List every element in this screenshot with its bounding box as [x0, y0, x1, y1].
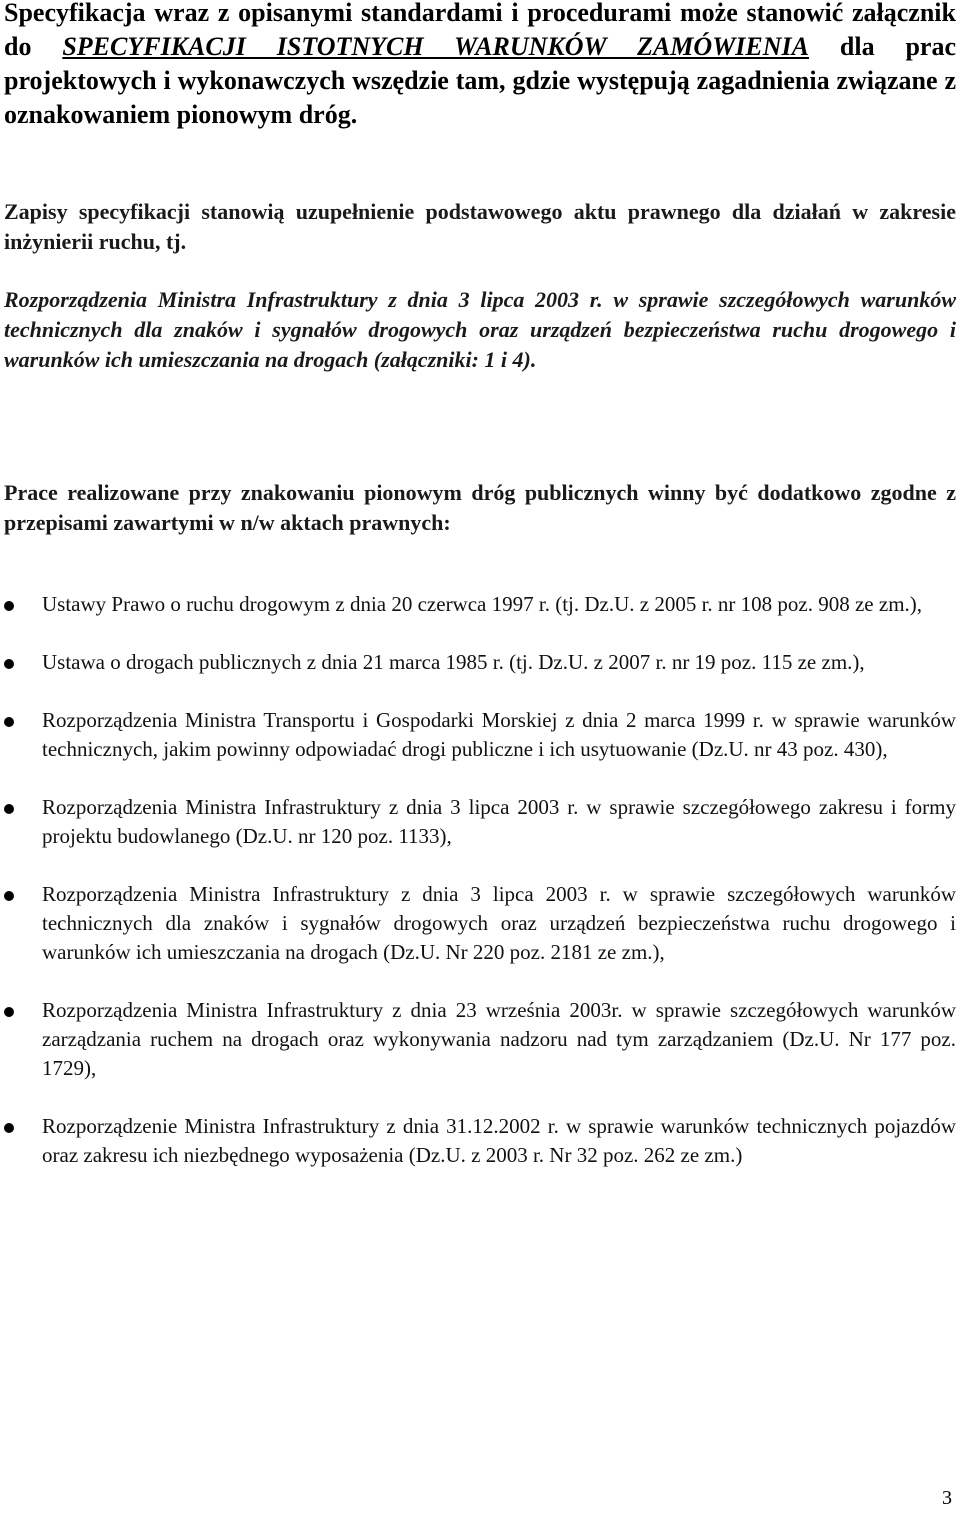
regulation-paragraph: Rozporządzenia Ministra Infrastruktury z dnia 3 lipca 2003 r. w sprawie szczegółowych warunków technicznych dla znaków i sygnałów drogowych oraz urządzeń bezpieczeństwa ruchu drogowego i warunków ich umieszczania na drogach (załączniki: 1 i 4).: [4, 287, 956, 372]
spec-title-link: SPECYFIKACJI ISTOTNYCH WARUNKÓW ZAMÓWIENIA: [62, 32, 810, 61]
intro-text-after: dla prac projektowych i wykonawczych wszędzie tam, gdzie występują zagadnienia związane z oznakowaniem pionowym dróg.: [4, 32, 956, 129]
list-item: [0, 793, 956, 851]
list-item: [0, 648, 956, 677]
list-item: [0, 880, 956, 967]
bullet-icon: [4, 717, 14, 727]
supplement-paragraph: Zapisy specyfikacji stanowią uzupełnienie podstawowego aktu prawnego dla działań w zakresie inżynierii ruchu, tj.: [4, 199, 956, 254]
intro-paragraph: [4, 0, 956, 132]
works-paragraph: Prace realizowane przy znakowaniu pionowym dróg publicznych winny być dodatkowo zgodne z przepisami zawartymi w n/w aktach prawnych:: [4, 480, 956, 535]
legal-acts-list: [0, 590, 960, 1199]
legal-act-text: Ustawa o drogach publicznych z dnia 21 marca 1985 r. (tj. Dz.U. z 2007 r. nr 19 poz. 115 ze zm.),: [42, 650, 865, 674]
bullet-icon: [4, 659, 14, 669]
list-item: [0, 590, 956, 619]
page-number: 3: [942, 1487, 952, 1509]
bullet-icon: [4, 1007, 14, 1017]
legal-act-text: Rozporządzenia Ministra Infrastruktury z dnia 23 września 2003r. w sprawie szczegółowych warunków zarządzania ruchem na drogach oraz wykonywania nadzoru nad tym zarządzaniem (Dz.U. Nr 177 poz. 1729),: [42, 998, 956, 1080]
bullet-icon: [4, 1123, 14, 1133]
list-item: [0, 996, 956, 1083]
intro-text-before: Specyfikacja wraz z opisanymi standardami i procedurami może stanowić załącznik do: [4, 0, 956, 61]
bullet-icon: [4, 891, 14, 901]
legal-act-text: Rozporządzenie Ministra Infrastruktury z dnia 31.12.2002 r. w sprawie warunków technicznych pojazdów oraz zakresu ich niezbędnego wyposażenia (Dz.U. z 2003 r. Nr 32 poz. 262 ze zm.): [42, 1114, 956, 1167]
legal-act-text: Rozporządzenia Ministra Infrastruktury z dnia 3 lipca 2003 r. w sprawie szczegółowego zakresu i formy projektu budowlanego (Dz.U. nr 120 poz. 1133),: [42, 795, 956, 848]
bullet-icon: [4, 804, 14, 814]
list-item: [0, 1112, 956, 1170]
legal-act-text: Ustawy Prawo o ruchu drogowym z dnia 20 czerwca 1997 r. (tj. Dz.U. z 2005 r. nr 108 poz. 908 ze zm.),: [42, 592, 923, 616]
list-item: [0, 706, 956, 764]
bullet-icon: [4, 601, 14, 611]
legal-act-text: Rozporządzenia Ministra Transportu i Gospodarki Morskiej z dnia 2 marca 1999 r. w sprawie warunków technicznych, jakim powinny odpowiadać drogi publiczne i ich usytuowanie (Dz.U. nr 43 poz. 430),: [42, 708, 956, 761]
legal-act-text: Rozporządzenia Ministra Infrastruktury z dnia 3 lipca 2003 r. w sprawie szczegółowych warunków technicznych dla znaków i sygnałów drogowych oraz urządzeń bezpieczeństwa ruchu drogowego i warunków ich umieszczania na drogach (Dz.U. Nr 220 poz. 2181 ze zm.),: [42, 882, 956, 964]
